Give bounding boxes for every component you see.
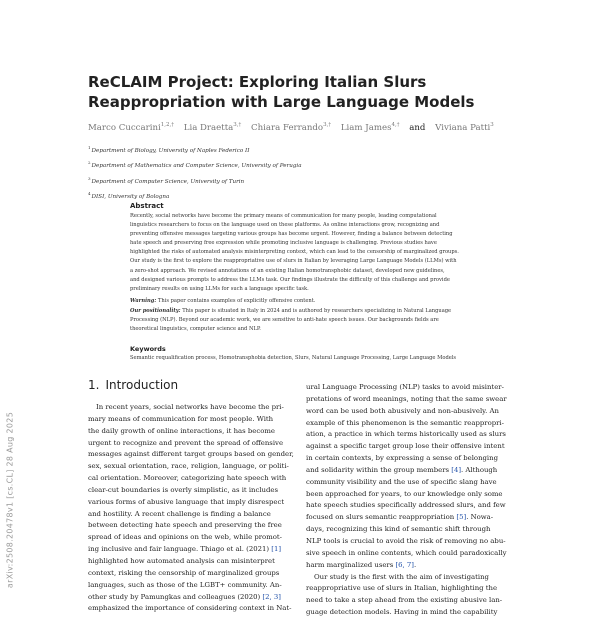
author-affiliation-mark: 4,† [391, 122, 400, 128]
abstract-heading: Abstract [130, 202, 164, 210]
body-text: harm marginalized users [306, 560, 396, 569]
author-name: Lia Draetta [183, 122, 234, 133]
positionality-text: This paper is situated in Italy in 2024 and is authored by researchers specializing in Natural Language [180, 308, 452, 315]
affiliation [88, 142, 528, 157]
author-affiliation-mark: 1,2,† [160, 122, 174, 128]
citation-link[interactable]: [5] [456, 513, 467, 522]
author [251, 123, 331, 133]
body-text-line [88, 592, 308, 604]
keywords-heading: Keywords [130, 345, 166, 353]
body-text-line [88, 414, 308, 426]
body-text-line [306, 512, 526, 524]
affiliation-number: 1 [88, 145, 91, 150]
body-text-line [306, 572, 526, 584]
body-text: mary means of communication for most people. With [88, 414, 274, 423]
body-text: between detecting hate speech and preserving the free [88, 521, 282, 530]
author [88, 123, 174, 133]
body-text-line [88, 544, 308, 556]
body-text: urgent to recognize and prevent the spread of offensive [88, 438, 284, 447]
body-text-line [88, 449, 308, 461]
body-text: pretations of word meanings, noting that the same swear [306, 394, 507, 403]
body-text: and solidarity within the group members [306, 465, 452, 474]
body-text: . Nowa- [466, 513, 494, 522]
abstract-body [130, 212, 537, 294]
body-text-line [306, 560, 526, 572]
body-text-line [88, 485, 308, 497]
body-text-line [88, 580, 308, 592]
body-text: in certain contexts, by expressing a sense of belonging [306, 454, 498, 463]
section-number: 1. [88, 378, 100, 392]
abstract-line: highlighted the risks of automated analysis misinterpreting context, which can lead to the censorship of marginalized groups. [130, 249, 459, 256]
body-text-line [88, 520, 308, 532]
positionality-line: Processing (NLP). Beyond our academic work, we are sensitive to anti-hate speech issues. Our backgrounds fields are [130, 317, 439, 324]
positionality-line: theoretical linguistics, computer science and NLP. [130, 326, 261, 333]
body-text: NLP tools is crucial to avoid the risk of removing no abu- [306, 536, 506, 545]
body-text: days, recognizing this kind of semantic shift through [306, 525, 491, 534]
author-affiliation-mark: 3,† [233, 122, 242, 128]
body-text: ing inclusive and fair language. Thiago et al. (2021) [88, 545, 272, 554]
body-text: emphasized the importance of considering context in Nat- [88, 604, 292, 613]
affiliation-number: 2 [88, 160, 91, 166]
body-text: reappropriative use of slurs in Italian, highlighting the [306, 584, 498, 593]
affiliation-text: Department of Mathematics and Computer Science, University of Perugia [91, 163, 302, 170]
positionality-label: Our positionality: [130, 308, 181, 315]
body-text-line [306, 453, 526, 465]
abstract-line: preventing offensive messages targeting various groups has become urgent. However, finding a balance between detecting [130, 231, 453, 238]
affiliation-number: 3 [88, 175, 91, 181]
intro-left-column [88, 402, 308, 615]
body-text: highlighted how automated analysis can misinterpret [88, 556, 275, 565]
body-text: other study by Pamungkas and colleagues (2020) [88, 592, 263, 601]
body-text-line [306, 489, 526, 501]
body-text: sex, sexual orientation, race, religion, language, or politi- [88, 462, 289, 471]
author-affiliation-mark: 3 [490, 122, 494, 128]
body-text: context, risking the censorship of marginalized groups [88, 568, 280, 577]
body-text: cal orientation. Moreover, categorizing hate speech with [88, 474, 287, 483]
body-text-line [88, 509, 308, 521]
positionality-note [130, 307, 537, 316]
body-text-line [306, 583, 526, 595]
body-text: example of this phenomenon is the semantic reappropri- [306, 418, 504, 427]
affiliation [88, 173, 528, 188]
affiliation-text: DISI, University of Bologna [91, 193, 170, 200]
author-name: Viviana Patti [435, 122, 491, 133]
body-text: guage detection models. Having in mind the capability [306, 608, 498, 617]
body-text: messages against different target groups based on gender, [88, 450, 294, 459]
body-text: In recent years, social networks have become the pri- [96, 403, 284, 411]
body-text-line [306, 382, 526, 394]
warning-note [130, 297, 537, 306]
body-text-line [306, 394, 526, 406]
body-text: ural Language Processing (NLP) tasks to avoid misinter- [306, 383, 504, 391]
body-text-line [306, 429, 526, 441]
author-name: Liam James [340, 122, 392, 133]
body-text-line [306, 500, 526, 512]
section-heading [88, 378, 178, 392]
author-name: Chiara Ferrando [251, 122, 324, 133]
body-text-line [306, 477, 526, 489]
body-text: community visibility and the use of specific slang have [306, 477, 497, 486]
author-name: Marco Cuccarini [88, 122, 161, 133]
body-text-line [88, 461, 308, 473]
arxiv-identifier [2, 400, 18, 600]
body-text-line [306, 406, 526, 418]
body-text: focused on slurs semantic reappropriation [306, 513, 457, 522]
author [435, 123, 494, 133]
body-text-line [88, 426, 308, 438]
abstract-line: preliminary results on using LLMs for such a language specific task. [130, 285, 309, 292]
body-text-line [306, 524, 526, 536]
body-text: need to take a step ahead from the existing abusive lan- [306, 596, 503, 605]
abstract-line: and designed various prompts to address the LLMs task. Our findings illustrate the difficulty of this challenge and provide [130, 276, 450, 283]
body-text-line [306, 607, 526, 619]
body-text-line [88, 603, 308, 615]
body-text: languages, such as those of the LGBT+ community. An- [88, 580, 282, 589]
body-text-line [88, 556, 308, 568]
body-text-line [88, 473, 308, 485]
author-affiliation-mark: 3,† [323, 122, 332, 128]
body-text: clear-cut boundaries is overly simplistic, as it includes [88, 485, 279, 494]
affiliation-text: Department of Biology, University of Naples Federico II [91, 147, 250, 154]
body-text: . Although [461, 465, 498, 474]
body-text-line [88, 438, 308, 450]
warning-label: Warning: [130, 298, 157, 304]
body-text-line [88, 568, 308, 580]
affiliation-list [88, 142, 528, 203]
arxiv-identifier-text: arXiv:2508.20478v1 [cs.CL] 28 Aug 2025 [5, 411, 15, 589]
body-text-line [306, 536, 526, 548]
abstract-line: a zero-shot approach. We revised annotations of an existing Italian homotransphobic dataset, developed new guidelines, [130, 267, 445, 274]
authors-conjunction: and [409, 122, 426, 133]
body-text: the daily growth of online interactions, it has become [88, 426, 275, 435]
author-list [88, 122, 548, 133]
author-notes [130, 297, 537, 334]
body-text: Our study is the first with the aim of investigating [314, 572, 489, 581]
citation-link[interactable]: [1] [271, 545, 282, 554]
affiliation [88, 157, 528, 172]
body-text: against a specific target group lose their offensive intent [306, 442, 505, 451]
body-text-line [306, 441, 526, 453]
body-text: . [413, 560, 417, 569]
intro-right-column [306, 382, 526, 619]
body-text: ation, a practice in which terms historically used as slurs [306, 430, 506, 439]
citation-link[interactable]: [4] [451, 465, 462, 474]
body-text-line [306, 548, 526, 560]
section-title: Introduction [105, 378, 179, 392]
body-text: various forms of abusive language that imply disrespect [88, 497, 285, 506]
citation-link[interactable]: [6, 7] [395, 560, 414, 569]
affiliation-number: 4 [88, 191, 91, 197]
body-text: sive speech in online contents, which could paradoxically [306, 548, 507, 557]
abstract-line: hate speech and preserving free expression while promoting inclusive language is challenging. Previous studies have [130, 240, 437, 247]
abstract-line: Recently, social networks have become the primary means of communication for many people, leading computational [130, 213, 437, 219]
body-text-line [306, 418, 526, 430]
paper-title: ReCLAIM Project: Exploring Italian Slurs Reappropriation with Large Language Models [88, 73, 475, 111]
author [184, 123, 242, 133]
warning-text: This paper contains examples of explicitly offensive content. [156, 298, 316, 304]
body-text: spread of ideas and opinions on the web, while promot- [88, 533, 282, 542]
body-text: word can be used both abusively and non-abusively. An [306, 406, 499, 415]
body-text: and hostility. A recent challenge is finding a balance [88, 509, 271, 518]
body-text: hate speech studies specifically addressed slurs, and few [306, 501, 506, 510]
body-text-line [88, 497, 308, 509]
body-text-line [306, 465, 526, 477]
body-text-line [88, 532, 308, 544]
abstract-line: linguistics researchers to focus on the language used on these platforms. As online interactions grow, recognizing and [130, 222, 440, 229]
body-text-line [88, 402, 308, 414]
author [341, 123, 400, 133]
body-text: been approached for years, to our knowledge only some [306, 489, 503, 498]
affiliation-text: Department of Computer Science, University of Turin [91, 178, 245, 185]
abstract-line: Our study is the first to explore the reappropriative use of slurs in Italian by leveraging Large Language Models (LLMs) with [130, 258, 457, 265]
body-text-line [306, 595, 526, 607]
citation-link[interactable]: [2, 3] [262, 592, 281, 601]
keywords-text: Semantic requalification process, Homotransphobia detection, Slurs, Natural Language Processing, Large Language Models [130, 355, 457, 361]
